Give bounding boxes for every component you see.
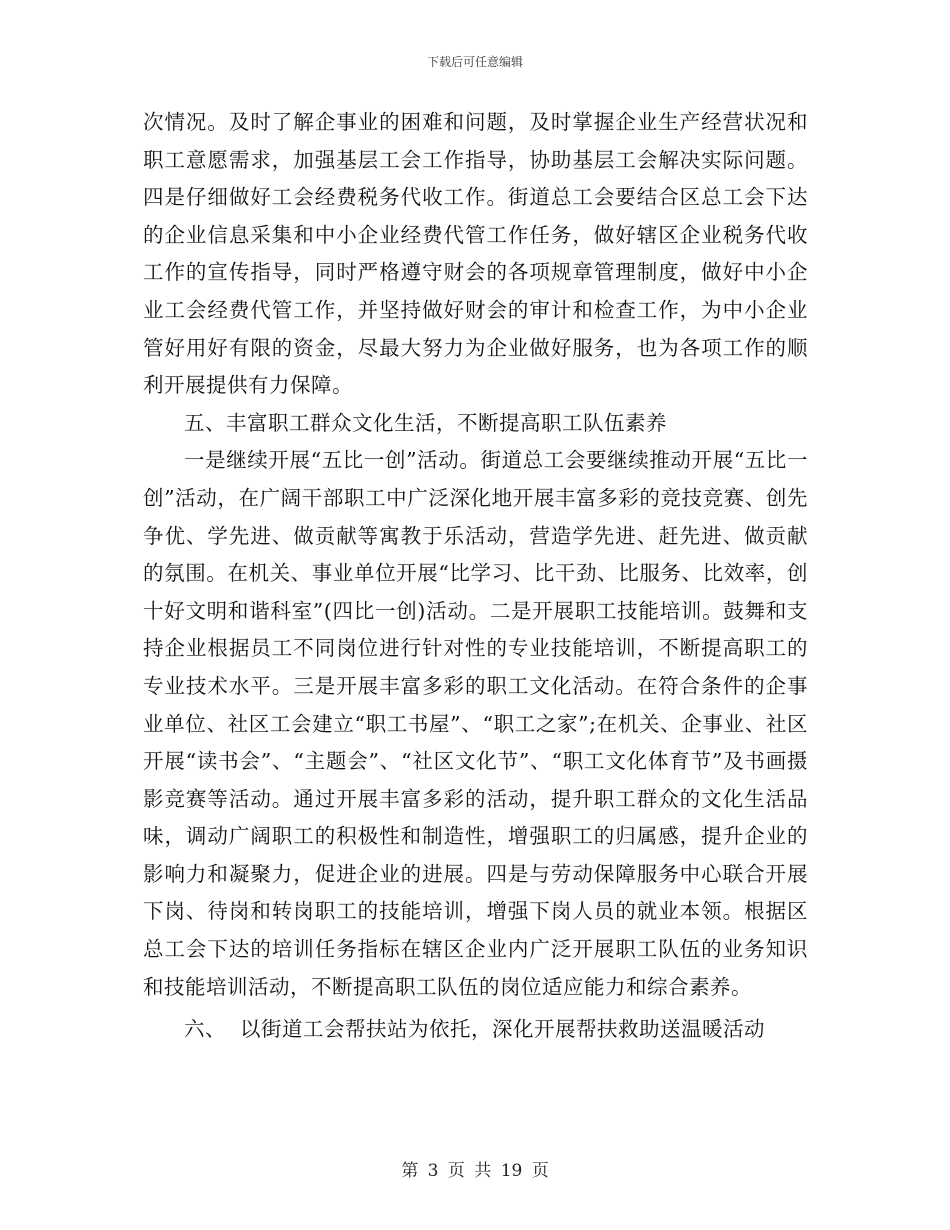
document-body [143, 104, 808, 1049]
paragraph-section-5: 一是继续开展“五比一创”活动。街道总工会要继续推动开展“五比一创”活动，在广阔干部职工中广泛深化地开展丰富多彩的竞技竞赛、创先争优、学先进、做贡献等寓教于乐活动，营造学先进、赶先进、做贡献的氛围。在机关、事业单位开展“比学习、比干劲、比服务、比效率，创十好文明和谐科室”(四比一创)活动。二是开展职工技能培训。鼓舞和支持企业根据员工不同岗位进行针对性的专业技能培训，不断提高职工的专业技术水平。三是开展丰富多彩的职工文化活动。在符合条件的企事业单位、社区工会建立“职工书屋”、“职工之家”;在机关、企事业、社区开展“读书会”、“主题会”、“社区文化节”、“职工文化体育节”及书画摄影竞赛等活动。通过开展丰富多彩的活动，提升职工群众的文化生活品味，调动广阔职工的积极性和制造性，增强职工的归属感，提升企业的影响力和凝聚力，促进企业的进展。四是与劳动保障服务中心联合开展下岗、待岗和转岗职工的技能培训，增强下岗人员的就业本领。根据区总工会下达的培训任务指标在辖区企业内广泛开展职工队伍的业务知识和技能培训活动，不断提高职工队伍的岗位适应能力和综合素养。 [143, 448, 808, 999]
page-number-footer: 第 3 页 共 19 页 [401, 1161, 549, 1181]
section-heading-6: 六、 以街道工会帮扶站为依托，深化开展帮扶救助送温暖活动 [184, 1017, 766, 1042]
section-heading-5: 五、丰富职工群众文化生活，不断提高职工队伍素养 [184, 410, 667, 435]
page-header-note: 下载后可任意编辑 [426, 55, 523, 69]
paragraph-continued: 次情况。及时了解企事业的困难和问题，及时掌握企业生产经营状况和职工意愿需求，加强基层工会工作指导，协助基层工会解决实际问题。四是仔细做好工会经费税务代收工作。街道总工会要结合区总工会下达的企业信息采集和中小企业经费代管工作任务，做好辖区企业税务代收工作的宣传指导，同时严格遵守财会的各项规章管理制度，做好中小企业工会经费代管工作，并坚持做好财会的审计和检查工作，为中小企业管好用好有限的资金，尽最大努力为企业做好服务，也为各项工作的顺利开展提供有力保障。 [143, 110, 808, 398]
